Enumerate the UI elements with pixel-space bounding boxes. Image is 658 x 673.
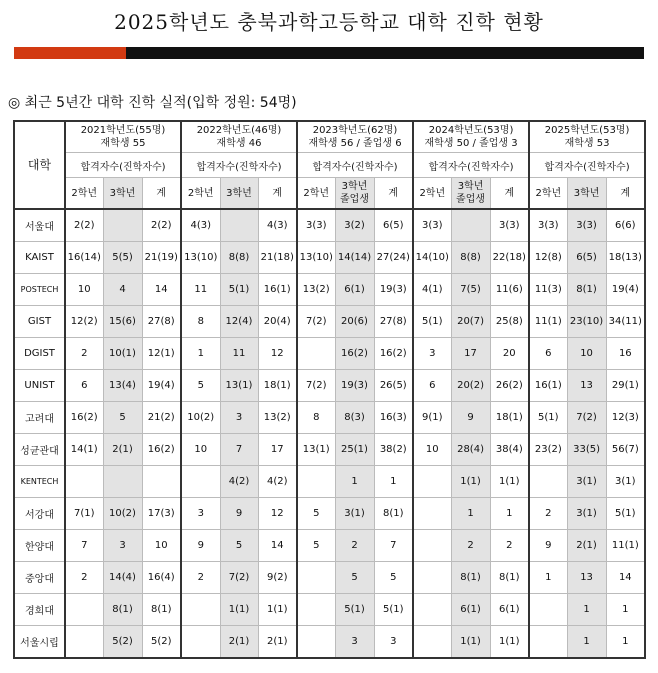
table-cell: 2(1) <box>103 434 142 466</box>
table-cell: 17(3) <box>142 498 181 530</box>
table-cell: 1 <box>567 594 606 626</box>
table-cell: 11 <box>181 274 220 306</box>
table-cell: 2 <box>529 498 567 530</box>
table-cell: 23(2) <box>529 434 567 466</box>
table-cell: 1 <box>490 498 529 530</box>
table-row <box>14 274 645 306</box>
table-cell <box>529 594 567 626</box>
table-cell: 16(2) <box>142 434 181 466</box>
table-cell: 10 <box>65 274 103 306</box>
table-cell: 8 <box>297 402 335 434</box>
col-total: 계 <box>258 178 297 210</box>
table-cell: 1(1) <box>220 594 258 626</box>
table-cell: 1 <box>374 466 413 498</box>
table-cell <box>297 338 335 370</box>
table-cell: 9 <box>451 402 490 434</box>
table-cell: 20(4) <box>258 306 297 338</box>
table-cell <box>297 562 335 594</box>
table-cell: 13 <box>567 370 606 402</box>
page-title: 2025학년도 충북과학고등학교 대학 진학 현황 <box>114 10 544 34</box>
table-cell: 3 <box>374 626 413 659</box>
university-name: 서울시립 <box>14 626 65 659</box>
table-cell <box>220 209 258 242</box>
table-cell: 12 <box>258 338 297 370</box>
university-name: GIST <box>14 306 65 338</box>
table-cell: 4(3) <box>258 209 297 242</box>
table-cell: 6(5) <box>374 209 413 242</box>
table-cell: 6(1) <box>490 594 529 626</box>
table-cell: 12(1) <box>142 338 181 370</box>
table-cell: 33(5) <box>567 434 606 466</box>
university-name: UNIST <box>14 370 65 402</box>
table-cell: 34(11) <box>606 306 645 338</box>
table-cell: 10(1) <box>103 338 142 370</box>
table-cell: 9(2) <box>258 562 297 594</box>
col-2nd-grade: 2학년 <box>529 178 567 210</box>
table-cell: 26(2) <box>490 370 529 402</box>
table-cell: 13(1) <box>220 370 258 402</box>
table-cell: 1 <box>335 466 374 498</box>
table-cell: 6(5) <box>567 242 606 274</box>
table-cell: 3(3) <box>413 209 451 242</box>
table-cell: 5(1) <box>529 402 567 434</box>
table-cell: 16(1) <box>258 274 297 306</box>
col-2nd-grade: 2학년 <box>413 178 451 210</box>
table-cell: 27(8) <box>142 306 181 338</box>
table-cell <box>297 594 335 626</box>
university-name: 한양대 <box>14 530 65 562</box>
title-accent-bar <box>14 47 126 59</box>
table-cell: 9 <box>181 530 220 562</box>
table-cell: 2(1) <box>258 626 297 659</box>
table-cell: 23(10) <box>567 306 606 338</box>
table-cell <box>451 209 490 242</box>
table-cell: 19(3) <box>374 274 413 306</box>
table-cell: 3(3) <box>567 209 606 242</box>
table-cell: 18(1) <box>490 402 529 434</box>
year-header: 2022학년도(46명) 재학생 46 <box>181 121 297 153</box>
table-cell: 10 <box>142 530 181 562</box>
table-row <box>14 402 645 434</box>
table-cell: 18(1) <box>258 370 297 402</box>
col-2nd-grade: 2학년 <box>65 178 103 210</box>
table-cell: 3(1) <box>335 498 374 530</box>
table-cell <box>65 626 103 659</box>
table-cell: 3(2) <box>335 209 374 242</box>
table-cell: 3 <box>220 402 258 434</box>
table-row <box>14 209 645 242</box>
table-row <box>14 306 645 338</box>
table-cell: 29(1) <box>606 370 645 402</box>
table-cell: 4(1) <box>413 274 451 306</box>
table-cell: 6 <box>413 370 451 402</box>
table-cell: 11(6) <box>490 274 529 306</box>
table-row <box>14 594 645 626</box>
table-cell: 28(4) <box>451 434 490 466</box>
table-cell: 7(2) <box>220 562 258 594</box>
table-cell: 13(4) <box>103 370 142 402</box>
table-cell: 13 <box>567 562 606 594</box>
table-cell: 9 <box>529 530 567 562</box>
table-row <box>14 626 645 659</box>
table-cell: 8 <box>181 306 220 338</box>
table-cell: 11 <box>220 338 258 370</box>
table-cell: 38(2) <box>374 434 413 466</box>
table-cell: 3 <box>335 626 374 659</box>
table-cell: 16 <box>606 338 645 370</box>
university-name: 중앙대 <box>14 562 65 594</box>
table-cell: 20 <box>490 338 529 370</box>
table-cell: 17 <box>258 434 297 466</box>
table-cell: 1 <box>567 626 606 659</box>
table-cell: 12(8) <box>529 242 567 274</box>
table-cell <box>413 562 451 594</box>
table-cell: 2(1) <box>220 626 258 659</box>
table-cell: 4 <box>103 274 142 306</box>
table-cell: 14(10) <box>413 242 451 274</box>
table-cell: 4(3) <box>181 209 220 242</box>
table-cell: 21(18) <box>258 242 297 274</box>
table-cell: 8(8) <box>451 242 490 274</box>
university-name: POSTECH <box>14 274 65 306</box>
table-cell <box>181 594 220 626</box>
table-row <box>14 370 645 402</box>
table-cell: 16(4) <box>142 562 181 594</box>
table-cell: 9(1) <box>413 402 451 434</box>
table-cell: 7 <box>65 530 103 562</box>
col-3rd-grade: 3학년 <box>103 178 142 210</box>
table-cell: 13(2) <box>258 402 297 434</box>
table-cell: 1(1) <box>451 466 490 498</box>
table-cell: 5 <box>220 530 258 562</box>
university-name: 서울대 <box>14 209 65 242</box>
table-cell: 10 <box>413 434 451 466</box>
table-cell: 18(13) <box>606 242 645 274</box>
title-divider-bar <box>126 47 644 59</box>
table-cell: 3(3) <box>529 209 567 242</box>
table-cell: 3(3) <box>490 209 529 242</box>
table-cell: 22(18) <box>490 242 529 274</box>
table-cell: 10(2) <box>103 498 142 530</box>
table-cell: 5(1) <box>220 274 258 306</box>
table-cell: 7(1) <box>65 498 103 530</box>
table-cell: 5(2) <box>142 626 181 659</box>
table-cell: 13(10) <box>297 242 335 274</box>
table-cell: 19(3) <box>335 370 374 402</box>
table-cell <box>529 626 567 659</box>
table-cell: 5 <box>103 402 142 434</box>
table-cell: 19(4) <box>606 274 645 306</box>
table-cell: 1(1) <box>258 594 297 626</box>
col-total: 계 <box>490 178 529 210</box>
table-cell: 6(6) <box>606 209 645 242</box>
table-cell: 6 <box>529 338 567 370</box>
table-row <box>14 530 645 562</box>
table-cell: 20(2) <box>451 370 490 402</box>
table-cell: 14 <box>606 562 645 594</box>
table-cell: 10 <box>181 434 220 466</box>
year-header: 2023학년도(62명) 재학생 56 / 졸업생 6 <box>297 121 413 153</box>
table-cell: 13(2) <box>297 274 335 306</box>
table-cell: 3 <box>413 338 451 370</box>
table-row <box>14 338 645 370</box>
table-cell: 16(2) <box>374 338 413 370</box>
col-total: 계 <box>606 178 645 210</box>
table-cell: 3(1) <box>567 498 606 530</box>
table-cell <box>65 594 103 626</box>
table-cell: 15(6) <box>103 306 142 338</box>
sub-header: 합격자수(진학자수) <box>413 153 529 178</box>
year-header: 2025학년도(53명) 재학생 53 <box>529 121 645 153</box>
table-cell <box>142 466 181 498</box>
table-cell: 25(1) <box>335 434 374 466</box>
table-cell: 16(1) <box>529 370 567 402</box>
col-3rd-grade: 3학년 <box>220 178 258 210</box>
table-cell <box>413 466 451 498</box>
table-cell: 20(7) <box>451 306 490 338</box>
table-cell: 20(6) <box>335 306 374 338</box>
table-row <box>14 498 645 530</box>
table-cell: 5 <box>335 562 374 594</box>
table-cell: 13(1) <box>297 434 335 466</box>
university-name: KENTECH <box>14 466 65 498</box>
table-cell: 19(4) <box>142 370 181 402</box>
university-name: 성균관대 <box>14 434 65 466</box>
table-cell: 1(1) <box>490 466 529 498</box>
table-cell: 12(2) <box>65 306 103 338</box>
table-cell: 11(3) <box>529 274 567 306</box>
table-cell: 10 <box>567 338 606 370</box>
table-body <box>14 209 645 658</box>
table-cell: 8(1) <box>490 562 529 594</box>
table-cell <box>103 466 142 498</box>
table-cell: 12(3) <box>606 402 645 434</box>
table-cell: 21(2) <box>142 402 181 434</box>
table-cell: 2 <box>65 562 103 594</box>
table-cell: 27(8) <box>374 306 413 338</box>
table-cell: 1 <box>606 594 645 626</box>
table-cell: 6(1) <box>451 594 490 626</box>
table-cell: 25(8) <box>490 306 529 338</box>
table-cell: 5 <box>297 498 335 530</box>
table-cell: 8(1) <box>142 594 181 626</box>
table-cell: 11(1) <box>606 530 645 562</box>
admission-table <box>13 120 646 659</box>
table-cell: 5(1) <box>606 498 645 530</box>
table-cell: 5 <box>374 562 413 594</box>
corner-header: 대학 <box>14 121 65 209</box>
table-cell: 17 <box>451 338 490 370</box>
table-cell <box>413 594 451 626</box>
table-cell <box>181 626 220 659</box>
table-cell <box>297 626 335 659</box>
table-cell: 2(2) <box>65 209 103 242</box>
table-cell: 16(14) <box>65 242 103 274</box>
table-cell: 2 <box>335 530 374 562</box>
table-cell: 3(3) <box>297 209 335 242</box>
university-name: DGIST <box>14 338 65 370</box>
table-cell: 6 <box>65 370 103 402</box>
col-2nd-grade: 2학년 <box>181 178 220 210</box>
section-title: ◎ 최근 5년간 대학 진학 실적(입학 정원: 54명) <box>8 95 297 111</box>
table-cell: 5(1) <box>335 594 374 626</box>
table-cell: 2(1) <box>567 530 606 562</box>
table-cell: 5(1) <box>413 306 451 338</box>
table-cell <box>181 466 220 498</box>
table-cell: 38(4) <box>490 434 529 466</box>
table-cell: 1 <box>529 562 567 594</box>
col-2nd-grade: 2학년 <box>297 178 335 210</box>
table-cell: 26(5) <box>374 370 413 402</box>
table-cell <box>529 466 567 498</box>
university-name: 경희대 <box>14 594 65 626</box>
table-cell: 3 <box>181 498 220 530</box>
table-cell: 11(1) <box>529 306 567 338</box>
table-cell: 2(2) <box>142 209 181 242</box>
table-cell: 16(2) <box>335 338 374 370</box>
table-cell: 27(24) <box>374 242 413 274</box>
table-cell: 10(2) <box>181 402 220 434</box>
table-cell <box>413 530 451 562</box>
col-3rd-grade-graduates: 3학년 졸업생 <box>335 178 374 210</box>
table-cell <box>297 466 335 498</box>
table-cell: 14(1) <box>65 434 103 466</box>
table-cell: 1(1) <box>451 626 490 659</box>
table-cell: 5(5) <box>103 242 142 274</box>
table-cell: 8(3) <box>335 402 374 434</box>
table-cell: 21(19) <box>142 242 181 274</box>
table-cell: 7(5) <box>451 274 490 306</box>
table-cell: 7(2) <box>297 306 335 338</box>
table-cell: 1 <box>181 338 220 370</box>
col-3rd-grade-graduates: 3학년 졸업생 <box>451 178 490 210</box>
table-cell: 4(2) <box>220 466 258 498</box>
table-cell: 8(8) <box>220 242 258 274</box>
table-cell: 14 <box>142 274 181 306</box>
table-cell: 14(4) <box>103 562 142 594</box>
sub-header: 합격자수(진학자수) <box>65 153 181 178</box>
university-name: 서강대 <box>14 498 65 530</box>
table-cell: 12(4) <box>220 306 258 338</box>
table-cell <box>413 498 451 530</box>
table-cell: 4(2) <box>258 466 297 498</box>
table-cell: 14 <box>258 530 297 562</box>
table-cell <box>103 209 142 242</box>
table-cell: 13(10) <box>181 242 220 274</box>
table-cell: 12 <box>258 498 297 530</box>
table-cell: 5(2) <box>103 626 142 659</box>
table-cell <box>413 626 451 659</box>
table-cell: 9 <box>220 498 258 530</box>
table-cell: 7(2) <box>297 370 335 402</box>
table-cell: 2 <box>181 562 220 594</box>
table-cell: 5 <box>181 370 220 402</box>
table-cell: 7(2) <box>567 402 606 434</box>
table-row <box>14 242 645 274</box>
year-header: 2024학년도(53명) 재학생 50 / 졸업생 3 <box>413 121 529 153</box>
sub-header: 합격자수(진학자수) <box>181 153 297 178</box>
table-cell: 5(1) <box>374 594 413 626</box>
table-cell <box>65 466 103 498</box>
table-cell: 16(3) <box>374 402 413 434</box>
table-cell: 16(2) <box>65 402 103 434</box>
table-cell: 7 <box>220 434 258 466</box>
table-cell: 2 <box>490 530 529 562</box>
table-cell: 3(1) <box>606 466 645 498</box>
table-cell: 8(1) <box>103 594 142 626</box>
table-cell: 2 <box>65 338 103 370</box>
table-row <box>14 562 645 594</box>
col-total: 계 <box>142 178 181 210</box>
table-cell: 3 <box>103 530 142 562</box>
table-cell: 8(1) <box>567 274 606 306</box>
table-cell: 8(1) <box>374 498 413 530</box>
table-row <box>14 434 645 466</box>
table-cell: 8(1) <box>451 562 490 594</box>
table-cell: 6(1) <box>335 274 374 306</box>
table-cell: 1 <box>606 626 645 659</box>
table-cell: 1 <box>451 498 490 530</box>
col-3rd-grade: 3학년 <box>567 178 606 210</box>
table-cell: 1(1) <box>490 626 529 659</box>
table-cell: 14(14) <box>335 242 374 274</box>
table-cell: 56(7) <box>606 434 645 466</box>
university-name: 고려대 <box>14 402 65 434</box>
sub-header: 합격자수(진학자수) <box>529 153 645 178</box>
sub-header: 합격자수(진학자수) <box>297 153 413 178</box>
table-row <box>14 466 645 498</box>
table-cell: 7 <box>374 530 413 562</box>
table-cell: 3(1) <box>567 466 606 498</box>
table-cell: 5 <box>297 530 335 562</box>
university-name: KAIST <box>14 242 65 274</box>
table-cell: 2 <box>451 530 490 562</box>
year-header: 2021학년도(55명) 재학생 55 <box>65 121 181 153</box>
col-total: 계 <box>374 178 413 210</box>
